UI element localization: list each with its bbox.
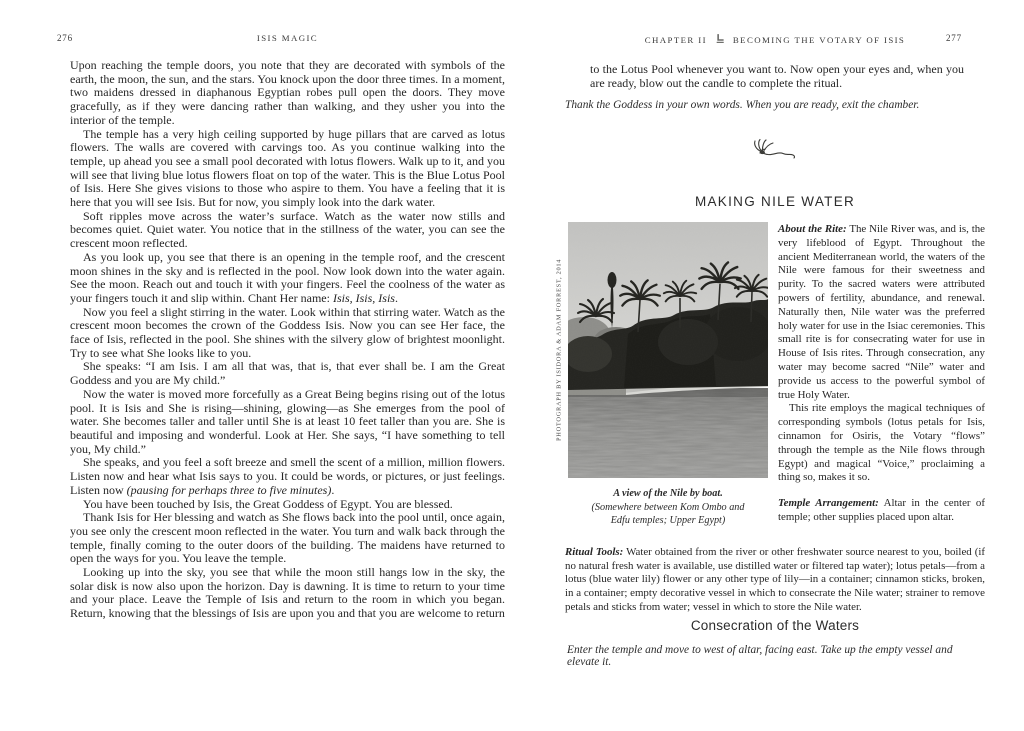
section-heading: MAKING NILE WATER: [694, 194, 856, 209]
paragraph: Upon reaching the temple doors, you note that they are decorated with symbols of the earth, the moon, the sun, and the stars. You knock upon the door three times. In a moment, two maidens dressed in diaphanous Egyptian robes pull open the doors. They move gracefully, as if they were dancing rather than walking, and they usher you into the interior of the temple.: [70, 58, 505, 127]
paragraph: This rite employs the magical techniques of corresponding symbols (lotus petals for Isis, cinnamon for Osiris, the Votary “flows” through the temple as the Nile flows through Egypt) and magical “Voice,” proclaiming a thing so, makes it so.: [778, 402, 985, 484]
stage-direction: Enter the temple and move to west of altar, facing east. Take up the empty vessel and elevate it.: [567, 644, 953, 668]
paragraph: Now the water is moved more forcefully as a Great Being begins rising out of the lotus pool. It is Isis and She is rising—shining, glowing—as She emerges from the pool of water. She becomes taller and taller until She is at least 10 feet taller than you are. She is beautiful and imposing and wonderful. Look at Her. She says, “I have something to tell you, My child.”: [70, 386, 505, 456]
paragraph: She speaks, and you feel a soft breeze and smell the scent of a million, million flowers. Listen now and hear what Isis says to you. It could be words, or pictures, or just feelings. Listen now (pausing for perhaps three to five minutes).: [70, 455, 505, 497]
running-head-right: [565, 33, 985, 46]
paragraph: She speaks: “I am Isis. I am all that was, that is, that ever shall be. I am the Great Goddess and you are My child.”: [70, 359, 505, 388]
ritual-tools-paragraph: [565, 546, 985, 615]
paragraph: You have been touched by Isis, the Great Goddess of Egypt. You are blessed.: [83, 496, 453, 511]
running-head-chapter: CHAPTER II: [644, 34, 707, 45]
photo-credit: PHOTOGRAPH BY ISIDORA & ADAM FORREST, 2014: [555, 258, 563, 442]
rite-description-column: [778, 223, 985, 525]
page-number-left: 276: [57, 33, 73, 43]
photo-caption-location-2: Edfu temples; Upper Egypt): [610, 515, 726, 527]
paragraph: Soft ripples move across the water’s surface. Watch as the water now stills and becomes quiet. Quiet water. You notice that in the stillness of the water, you can see the crescent moon reflected.: [70, 208, 505, 251]
paragraph: Temple Arrangement: Altar in the center of temple; other supplies placed upon altar.: [778, 497, 985, 523]
nile-photo: [568, 222, 768, 478]
paragraph: As you look up, you see that there is an opening in the temple roof, and the crescent moon shines in the sky and is reflected in the pool. Now look down into the water again. See the moon. Reach out and touch it with your fingers. Feel the coolness of the water as your fingers touch it and slip within. Chant Her name: Isis, Isis, Isis.: [70, 249, 505, 305]
paragraph: The temple has a very high ceiling supported by huge pillars that are carved as lotus flowers. The walls are covered with carvings too. As you continue walking into the temple, up ahead you see a small pool decorated with lotus flowers. Walk up to it, and you will see that living blue lotus flowers float on top of the water. This is the Blue Lotus Pool of Isis. Here She gives visions to those who aspire to them. You have a feeling that it is here that you will see Isis. But for now, you simply look into the dark water.: [70, 126, 505, 210]
photo-caption: [568, 487, 768, 528]
ritual-continuation-text: [590, 63, 964, 91]
stage-direction: Thank the Goddess in your own words. When you are ready, exit the chamber.: [565, 99, 920, 111]
photo-caption-title: A view of the Nile by boat.: [613, 488, 723, 499]
paragraph: About the Rite: The Nile River was, and is, the very lifeblood of Egypt. Throughout the ancient Mediterranean world, the waters of the Nile were famous for their sweetness and purity. To the sacred waters were attributed powers of fertility, abundance, and renewal. Naturally then, Nile water was the preferred holy water for use in the Isiac ceremonies. This small rite is for consecrating water for use in House of Isis rites. Through consecration, any water may become sacred “Nile” water and provide us access to the powerful symbol of true Holy Water.: [778, 223, 986, 401]
nile-photo-figure: [555, 222, 768, 528]
paragraph: Thank Isis for Her blessing and watch as She flows back into the pool until, once again, you see only the crescent moon reflected in the water. You turn and walk back through the temple, finally coming to the outer doors of the building. The maidens have returned to open the ways for you. You leave the temple.: [70, 510, 505, 566]
isis-throne-icon: [716, 33, 724, 46]
left-page-body-text: [70, 59, 505, 621]
paragraph: Ritual Tools: Water obtained from the river or other freshwater source nearest to you, boiled (if no natural fresh water is available, use distilled water or filtered tap water); lotus petals—from a lotus (blue water lily) flower or any other type of lily—in a container; cinnamon sticks, broken, in a container; empty decorative vessel in which to consecrate the Nile water; strainer to remove petals and sticks from water; vessel in which to store the Nile water.: [565, 546, 986, 613]
paragraph: Looking up into the sky, you see that while the moon still hangs low in the sky, the solar disk is now also upon the horizon. Day is dawning. It is time to return to your time and your place. Leave the Temple of Isis and return to the room in which you began. Return, knowing that the blessings of Isis are upon you and that you are welcome to return: [70, 565, 505, 621]
paragraph: to the Lotus Pool whenever you want to. Now open your eyes and, when you are ready, blow out the candle to complete the ritual.: [590, 62, 964, 90]
photo-caption-location-1: (Somewhere between Kom Ombo and: [591, 501, 745, 513]
paragraph: Now you feel a slight stirring in the water. Look within that stirring water. Watch as the crescent moon becomes the crown of the Goddess Isis. Now you can see Her face, the face of Isis, reflected in the pool. She shines with the silvery glow of brightest moonlight. Try to see what She looks like to you.: [70, 304, 505, 360]
running-head-title: BECOMING THE VOTARY OF ISIS: [732, 34, 906, 45]
lotus-ornament-icon: [752, 138, 798, 162]
page-number-right: 277: [946, 33, 962, 43]
rite-subheading: Consecration of the Waters: [690, 618, 860, 633]
running-head-left: ISIS MAGIC: [256, 33, 319, 43]
